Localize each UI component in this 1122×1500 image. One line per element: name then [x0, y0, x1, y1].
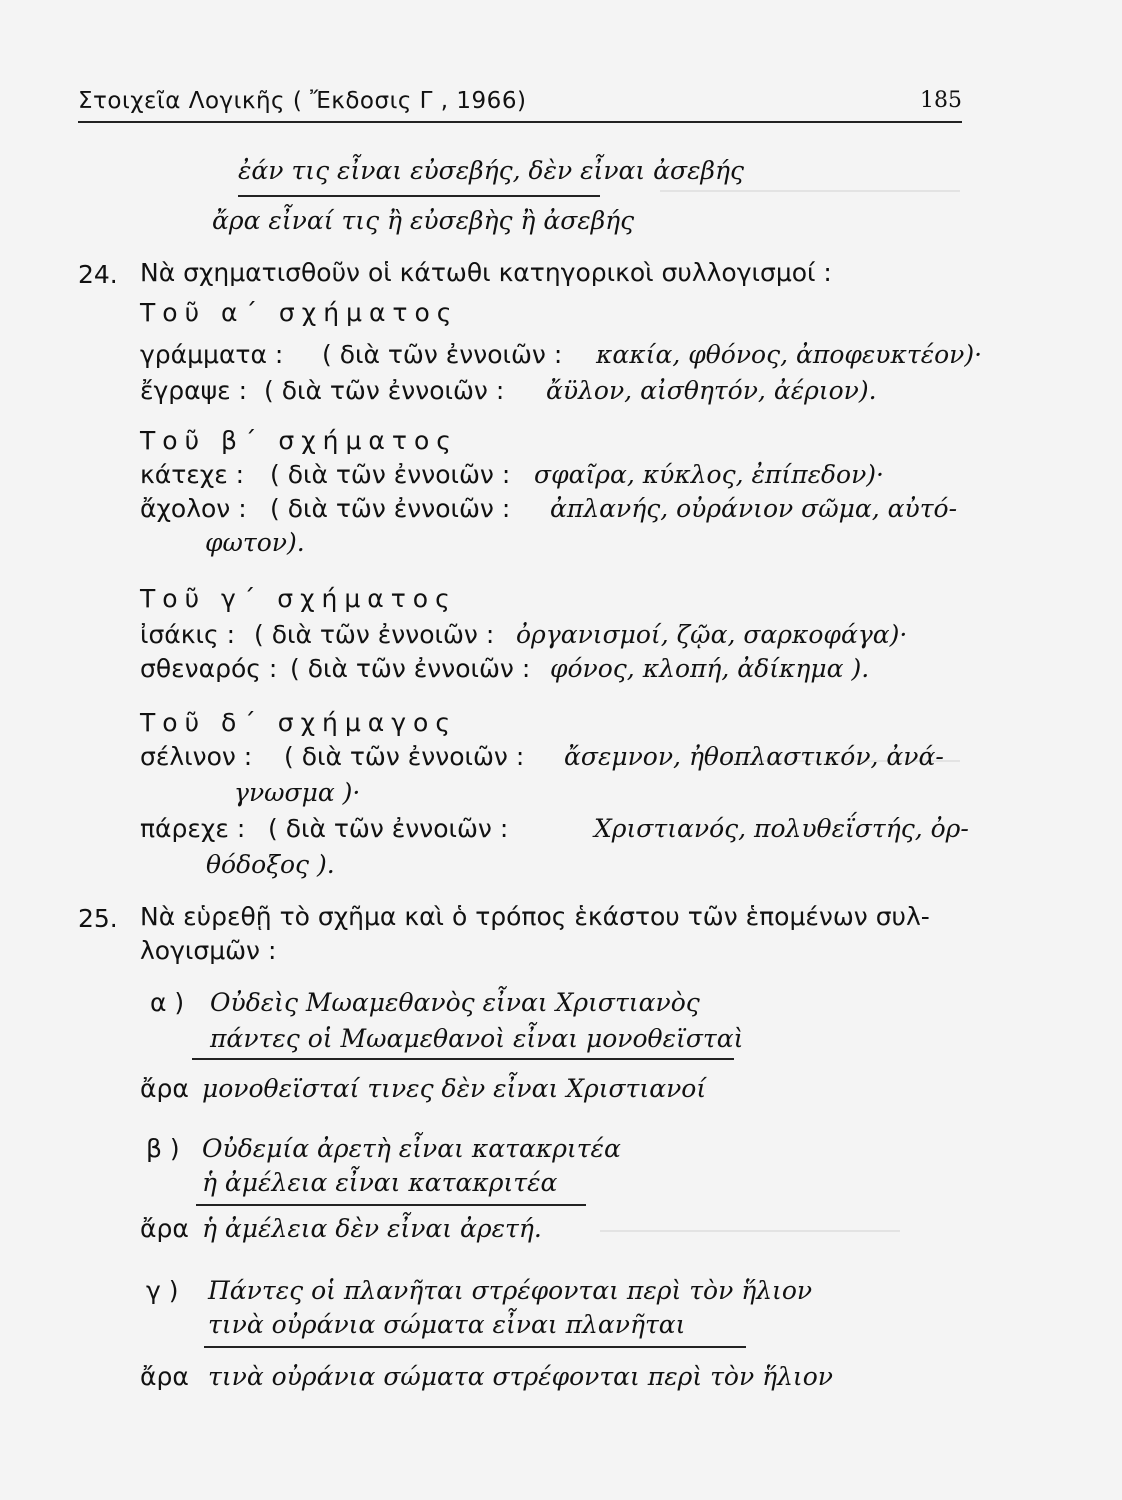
fig3-paren-2: ( διὰ τῶν ἐννοιῶν :: [290, 654, 531, 683]
fig2-terms-1: σφαῖρα, κύκλος, ἐπίπεδον)·: [534, 460, 884, 489]
figure-4-heading: Τοῦ δ΄ σχήμαγος: [140, 708, 457, 737]
fig1-paren-1: ( διὰ τῶν ἐννοιῶν :: [322, 340, 563, 369]
syllogism-b-rule: [196, 1204, 586, 1206]
fig1-paren-2: ( διὰ τῶν ἐννοιῶν :: [264, 376, 505, 405]
fig2-terms-2-cont: φωτον).: [205, 528, 305, 557]
figure-3-heading: Τοῦ γ΄ σχήματος: [140, 584, 457, 613]
fig2-paren-2: ( διὰ τῶν ἐννοιῶν :: [270, 494, 511, 523]
fig4-terms-2-cont: θόδοξος ).: [206, 850, 335, 879]
syllogism-a-conclusion: μονοθεϊσταί τινες δὲν εἶναι Χριστιανοί: [202, 1074, 707, 1103]
fig3-paren-1: ( διὰ τῶν ἐννοιῶν :: [254, 620, 495, 649]
figure-2-heading: Τοῦ β΄ σχήματος: [140, 426, 458, 455]
fig1-terms-1: κακία, φθόνος, ἀποφευκτέον)·: [596, 340, 983, 369]
fig1-word-2: ἔγραψε :: [140, 376, 248, 405]
syllogism-c-label: γ ): [146, 1276, 179, 1305]
syllogism-a-premise-1: Οὐδεὶς Μωαμεθανὸς εἶναι Χριστιανὸς: [210, 988, 700, 1017]
syllogism-b-conclusion: ἡ ἀμέλεια δὲν εἶναι ἀρετή.: [202, 1214, 542, 1243]
header-rule: [78, 121, 962, 123]
fig4-word-1: σέλινον :: [140, 742, 253, 771]
exercise-24-prompt: Νὰ σχηματισθοῦν οἱ κάτωθι κατηγορικοὶ συλλογισμοί :: [140, 258, 832, 287]
fig4-paren-1: ( διὰ τῶν ἐννοιῶν :: [284, 742, 525, 771]
fig2-word-2: ἄχολον :: [140, 494, 247, 523]
syllogism-b-label: β ): [146, 1134, 180, 1163]
intro-conclusion: ἄρα εἶναί τις ἢ εὐσεβὴς ἢ ἀσεβής: [212, 206, 635, 235]
figure-1-heading: Τοῦ α΄ σχήματος: [140, 298, 459, 327]
fig2-paren-1: ( διὰ τῶν ἐννοιῶν :: [270, 460, 511, 489]
syllogism-b-ara: ἄρα: [140, 1214, 189, 1243]
syllogism-rule: [238, 195, 600, 197]
fig4-terms-2: Χριστιανός, πολυθεΐστής, ὀρ-: [594, 814, 969, 843]
syllogism-a-label: α ): [150, 988, 185, 1017]
fig3-terms-2: φόνος, κλοπή, ἀδίκημα ).: [550, 654, 870, 683]
page-number: 185: [920, 88, 962, 113]
fig4-terms-1-cont: γνωσμα )·: [234, 778, 361, 807]
exercise-24-number: 24.: [78, 260, 118, 289]
fig3-word-2: σθεναρός :: [140, 654, 278, 683]
fig3-terms-1: ὀργανισμοί, ζῷα, σαρκοφάγα)·: [516, 620, 908, 649]
syllogism-c-conclusion: τινὰ οὐράνια σώματα στρέφονται περὶ τὸν ἥλιον: [208, 1362, 833, 1391]
fig1-terms-2: ἄϋλον, αἰσθητόν, ἀέριον).: [546, 376, 877, 405]
exercise-25-number: 25.: [78, 904, 118, 933]
syllogism-b-premise-2: ἡ ἀμέλεια εἶναι κατακριτέα: [202, 1168, 558, 1197]
show-through-rule: [660, 190, 960, 192]
fig3-word-1: ἰσάκις :: [140, 620, 236, 649]
fig2-terms-2: ἀπλανής, οὐράνιον σῶμα, αὐτό-: [550, 494, 958, 523]
fig4-terms-1: ἄσεμνον, ἠθοπλαστικόν, ἀνά-: [564, 742, 944, 771]
intro-premise: ἐάν τις εἶναι εὐσεβής, δὲν εἶναι ἀσεβής: [238, 156, 744, 185]
exercise-25-prompt-1: Νὰ εὑρεθῇ τὸ σχῆμα καὶ ὁ τρόπος ἑκάστου τῶν ἑπομένων συλ-: [140, 902, 930, 931]
exercise-25-prompt-2: λογισμῶν :: [140, 936, 277, 965]
syllogism-a-ara: ἄρα: [140, 1074, 189, 1103]
syllogism-c-premise-1: Πάντες οἱ πλανῆται στρέφονται περὶ τὸν ἥλιον: [208, 1276, 813, 1305]
running-header: Στοιχεῖα Λογικῆς ( Ἔκδοσις Γ , 1966): [78, 88, 527, 114]
syllogism-c-rule: [204, 1346, 746, 1348]
syllogism-a-rule: [192, 1058, 734, 1060]
syllogism-c-ara: ἄρα: [140, 1362, 189, 1391]
fig1-word-1: γράμματα :: [140, 340, 284, 369]
syllogism-b-premise-1: Οὐδεμία ἀρετὴ εἶναι κατακριτέα: [202, 1134, 621, 1163]
fig4-word-2: πάρεχε :: [140, 814, 246, 843]
show-through-rule: [600, 1230, 900, 1232]
fig4-paren-2: ( διὰ τῶν ἐννοιῶν :: [268, 814, 509, 843]
syllogism-c-premise-2: τινὰ οὐράνια σώματα εἶναι πλανῆται: [208, 1310, 686, 1339]
syllogism-a-premise-2: πάντες οἱ Μωαμεθανοὶ εἶναι μονοθεϊσταὶ: [210, 1024, 744, 1053]
fig2-word-1: κάτεχε :: [140, 460, 245, 489]
